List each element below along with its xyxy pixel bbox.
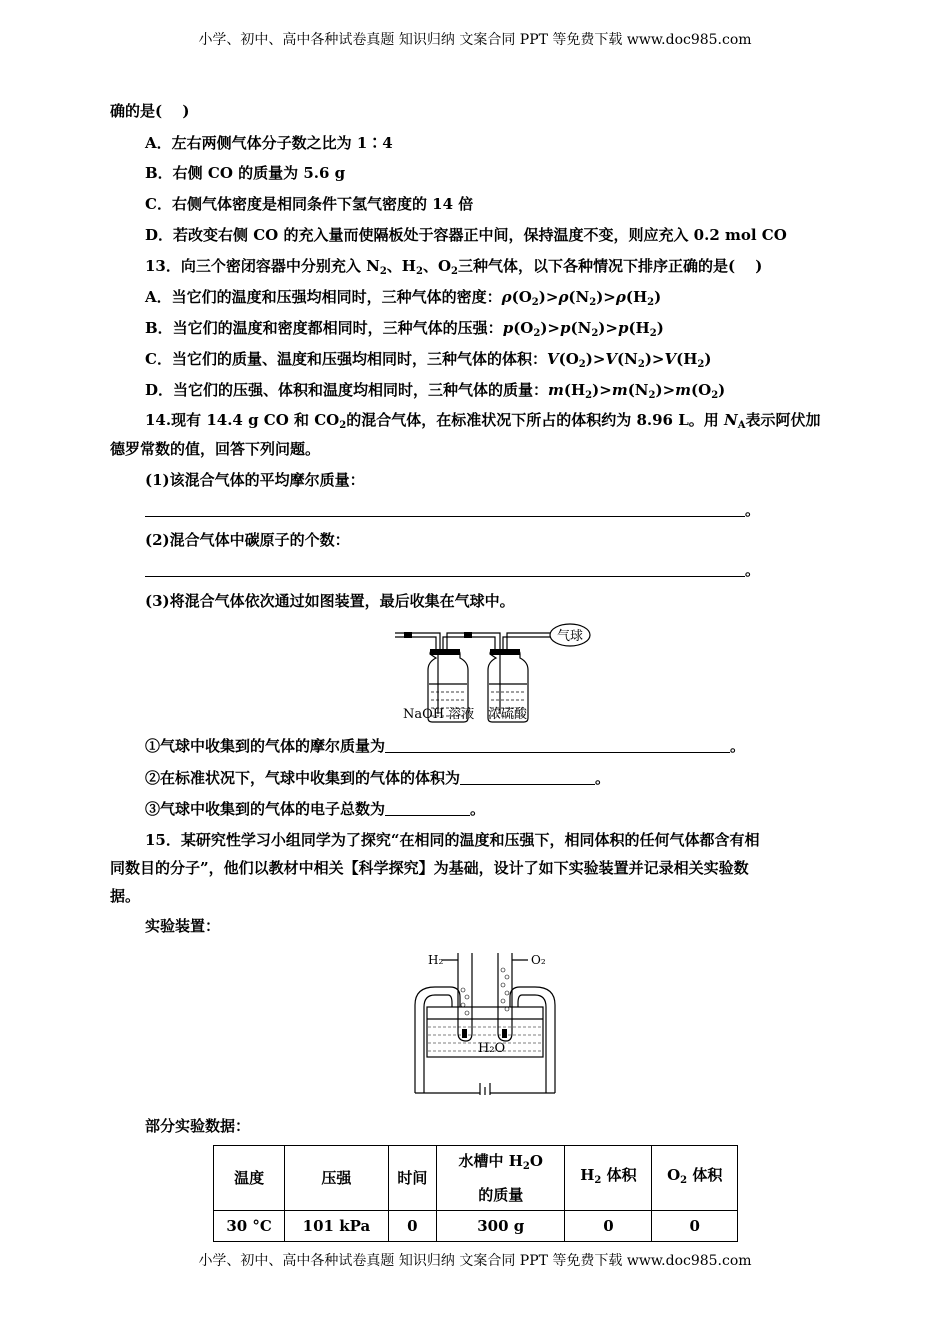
subscript: 2 [379,266,387,277]
text-segment: 。 [470,800,486,818]
table-cell: 0 [565,1211,652,1242]
text-segment: 时间 [397,1169,428,1187]
text-line [145,560,760,580]
text-segment: ③气球中收集到的气体的电子总数为 [145,800,386,818]
text-segment: ) [654,288,662,306]
text-segment: 、O [422,257,452,275]
electrolysis-apparatus-figure [410,945,560,1095]
experiment-data-table [213,1145,738,1242]
text-line [110,886,140,906]
text-segment: (H [676,350,698,368]
text-segment: 。 [745,561,761,579]
text-segment: 同数目的分子”，他们以教材中相关【科学探究】为基础，设计了如下实验装置并记录相关实验数 [110,859,749,877]
table-cell: 0 [652,1211,738,1242]
text-segment: (H [628,319,650,337]
text-segment: 实验装置： [145,917,221,935]
text-segment: 。 [730,737,746,755]
text-segment: (N [617,350,638,368]
text-line [145,256,762,282]
text-segment: )> [598,319,618,337]
text-segment: (3)将混合气体依次通过如图装置，最后收集在气球中。 [145,592,515,610]
text-segment: (O [558,350,579,368]
subscript: 2 [589,297,597,308]
text-segment: 14.现有 14.4 g CO 和 CO [145,411,340,429]
subscript: 2 [339,420,347,431]
text-segment: )> [585,350,606,368]
text-segment: B．当它们的温度和密度都相同时，三种气体的压强： [145,319,503,337]
text-segment: ) [718,381,726,399]
subscript: 2 [711,390,719,401]
subscript: 2 [531,297,539,308]
text-segment: (H [563,381,586,399]
answer-blank [460,770,595,785]
table-cell: 101 kPa [285,1211,388,1242]
text-segment: (O [511,288,532,306]
text-line [110,439,320,459]
table-header-cell [437,1146,565,1211]
subscript: 2 [697,359,705,370]
text-segment: (N [570,319,592,337]
italic-symbol: m [611,381,628,399]
text-segment: ①气球中收集到的气体的摩尔质量为 [145,737,386,755]
italic-symbol: p [560,319,571,337]
text-line [145,799,485,819]
text-segment: 13．向三个密闭容器中分别充入 N [145,257,380,275]
text-segment: (N [627,381,649,399]
text-segment: (N [568,288,590,306]
text-line [145,530,350,550]
italic-symbol: N [723,411,738,429]
text-line [145,410,820,436]
italic-symbol: m [675,381,692,399]
text-line [145,133,393,153]
text-segment: H [580,1166,595,1184]
text-segment: 15．某研究性学习小组同学为了探究“在相同的温度和压强下，相同体积的任何气体都含有相 [145,831,760,849]
italic-symbol: p [502,319,514,337]
italic-symbol: ρ [501,288,512,306]
subscript: 2 [648,390,656,401]
naoh-label: NaOH 溶液 [403,707,475,722]
text-line [145,225,787,245]
text-segment: B．右侧 CO 的质量为 5.6 g [145,164,346,182]
balloon-label: 气球 [556,629,584,644]
text-segment: 。 [745,501,761,519]
text-segment: (O [691,381,712,399]
answer-blank [385,801,470,816]
subscript: 2 [415,266,423,277]
text-segment: 体积 [601,1166,637,1184]
subscript: 2 [680,1175,688,1186]
table-header-cell [388,1146,436,1211]
subscript: 2 [647,297,655,308]
table-cell: 0 [388,1211,436,1242]
italic-symbol: ρ [615,288,626,306]
text-segment: ) [704,350,712,368]
text-segment: (O [513,319,534,337]
text-segment: )> [540,319,560,337]
italic-symbol: V [605,350,618,368]
text-line [145,736,745,756]
text-segment: ②在标准状况下，气球中收集到的气体的体积为 [145,769,461,787]
text-segment: C．当它们的质量、温度和压强均相同时，三种气体的体积： [145,350,547,368]
subscript: 2 [451,266,458,277]
water-label: H₂O [478,1041,506,1056]
text-line [145,349,712,375]
text-line [145,591,515,611]
text-segment: O [529,1152,543,1170]
text-segment: 表示阿伏加 [745,411,821,429]
italic-symbol: m [548,381,564,399]
text-segment: C．右侧气体密度是相同条件下氢气密度的 14 倍 [145,195,474,213]
text-line [145,318,664,344]
table-header-cell [652,1146,738,1211]
subscript: 2 [533,328,541,339]
text-segment: 、H [386,257,416,275]
h2-label: H₂ [428,953,444,967]
text-line [145,916,220,936]
table-header-cell [565,1146,652,1211]
text-segment: )> [644,350,665,368]
italic-symbol: p [617,319,629,337]
subscript: 2 [578,359,586,370]
table-row [214,1211,738,1242]
table-cell: 300 g [437,1211,565,1242]
text-segment: (H [625,288,648,306]
answer-blank [145,562,745,577]
table-header-cell [214,1146,285,1211]
subscript: 2 [522,1161,530,1172]
subscript: A [737,420,746,431]
page-header: 小学、初中、高中各种试卷真题 知识归纳 文案合同 PPT 等免费下载 www.doc985.com [198,32,752,48]
text-segment: D．若改变右侧 CO 的充入量而使隔板处于容器正中间，保持温度不变，则应充入 0.2 mol CO [145,226,787,244]
text-line [145,768,610,788]
text-segment: 的混合气体，在标准状况下所占的体积约为 8.96 L。用 [346,411,724,429]
italic-symbol: ρ [558,288,569,306]
text-line [145,470,365,490]
page-footer: 小学、初中、高中各种试卷真题 知识归纳 文案合同 PPT 等免费下载 www.doc985.com [198,1253,752,1269]
text-segment: )> [538,288,559,306]
text-segment: 据。 [110,887,141,905]
text-line [145,500,760,520]
answer-blank [145,502,745,517]
subscript: 2 [637,359,645,370]
text-line [145,380,725,406]
text-segment: 压强 [321,1169,352,1187]
text-segment: A．左右两侧气体分子数之比为 1∶4 [145,134,393,152]
text-line [145,287,661,313]
text-segment: )> [592,381,612,399]
text-segment: )> [655,381,676,399]
table-cell: 30 °C [214,1211,285,1242]
text-segment: 温度 [234,1169,265,1187]
text-line [110,101,189,121]
text-segment: )> [596,288,616,306]
text-segment: (1)该混合气体的平均摩尔质量： [145,471,365,489]
text-line [145,1116,250,1136]
subscript: 2 [649,328,657,339]
subscript: 2 [594,1175,602,1186]
text-line [145,163,345,183]
text-line [110,858,749,878]
text-segment: ) [656,319,664,337]
table-header-cell [285,1146,388,1211]
text-segment: D．当它们的压强、体积和温度均相同时，三种气体的质量： [145,381,549,399]
sulfuric-acid-label: 浓硫酸 [488,707,528,722]
text-segment: 。 [595,769,611,787]
text-line [145,830,760,850]
text-segment: A．当它们的温度和压强均相同时，三种气体的密度： [145,288,502,306]
text-segment: (2)混合气体中碳原子的个数： [145,531,350,549]
text-segment: 水槽中 H [458,1152,523,1170]
italic-symbol: V [664,350,677,368]
subscript: 2 [591,328,599,339]
text-segment: 体积 [687,1166,723,1184]
o2-label: O₂ [531,953,546,967]
answer-blank [385,738,730,753]
table-header-row [214,1146,738,1211]
subscript: 2 [585,390,593,401]
text-segment: 确的是( ) [110,102,190,120]
text-segment: 的质量 [478,1186,524,1204]
text-segment: 德罗常数的值，回答下列问题。 [110,440,321,458]
text-segment: 三种气体，以下各种情况下排序正确的是( ) [457,257,763,275]
italic-symbol: V [546,350,559,368]
text-line [145,194,473,214]
text-segment: 部分实验数据： [145,1117,251,1135]
text-segment: O [667,1166,681,1184]
